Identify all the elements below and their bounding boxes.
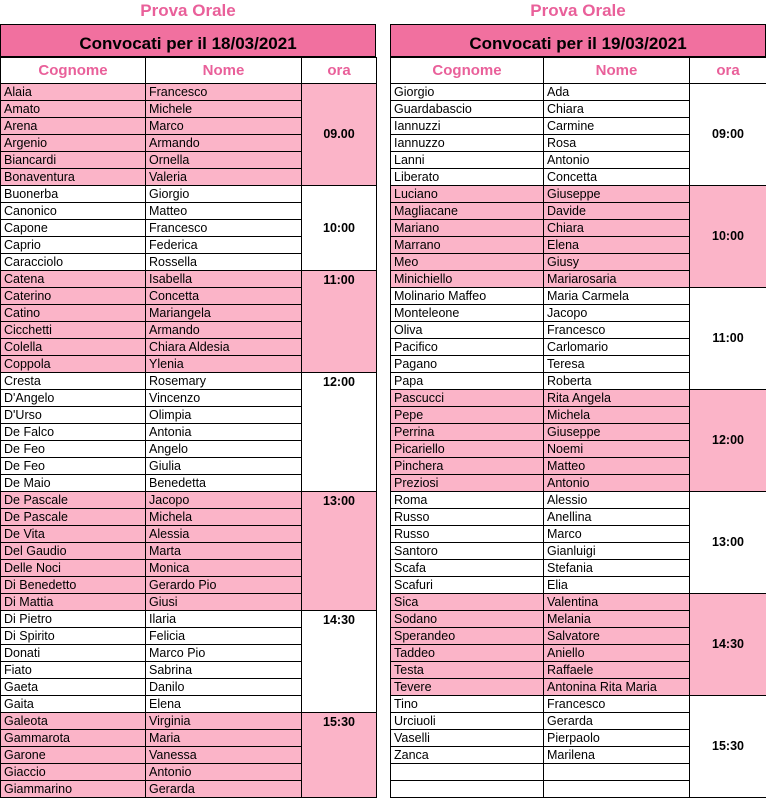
cell-nome: Matteo <box>146 203 302 220</box>
cell-nome: Alessio <box>544 492 690 509</box>
cell-cognome: Pepe <box>391 407 544 424</box>
table-row <box>1 611 377 628</box>
cell-cognome: Sica <box>391 594 544 611</box>
cell-nome: Rita Angela <box>544 390 690 407</box>
cell-ora: 11:00 <box>302 271 377 373</box>
cell-nome: Gianluigi <box>544 543 690 560</box>
panel-header-date: Convocati per il 19/03/2021 <box>390 24 766 57</box>
cell-cognome: Giorgio <box>391 84 544 101</box>
cell-cognome: Pascucci <box>391 390 544 407</box>
cell-cognome: Galeota <box>1 713 146 730</box>
cell-ora: 13:00 <box>690 492 766 594</box>
cell-cognome: De Pascale <box>1 509 146 526</box>
column-header-nome: Nome <box>146 58 302 84</box>
cell-cognome: Tino <box>391 696 544 713</box>
cell-nome: Salvatore <box>544 628 690 645</box>
cell-cognome: Donati <box>1 645 146 662</box>
cell-nome: Monica <box>146 560 302 577</box>
cell-nome: Antonio <box>544 152 690 169</box>
cell-ora: 14:30 <box>690 594 766 696</box>
cell-nome: Matteo <box>544 458 690 475</box>
table-row <box>391 492 766 509</box>
cell-cognome: De Feo <box>1 458 146 475</box>
cell-cognome: Coppola <box>1 356 146 373</box>
cell-nome: Alessia <box>146 526 302 543</box>
cell-nome: Elia <box>544 577 690 594</box>
cell-ora: 12:00 <box>690 390 766 492</box>
cell-nome: Concetta <box>146 288 302 305</box>
cell-nome: Ornella <box>146 152 302 169</box>
cell-ora: 13:00 <box>302 492 377 611</box>
table-row <box>1 186 377 203</box>
cell-cognome: Canonico <box>1 203 146 220</box>
cell-nome: Marilena <box>544 747 690 764</box>
cell-nome: Gerarda <box>544 713 690 730</box>
table-row <box>1 271 377 288</box>
cell-ora: 15:30 <box>302 713 377 798</box>
cell-nome: Angelo <box>146 441 302 458</box>
cell-nome: Rosemary <box>146 373 302 390</box>
cell-nome: Marco Pio <box>146 645 302 662</box>
cell-nome: Elena <box>544 237 690 254</box>
cell-nome: Ylenia <box>146 356 302 373</box>
cell-nome: Concetta <box>544 169 690 186</box>
cell-cognome: Capone <box>1 220 146 237</box>
cell-cognome: Catena <box>1 271 146 288</box>
cell-nome: Felicia <box>146 628 302 645</box>
cell-nome: Maria Carmela <box>544 288 690 305</box>
cell-nome: Mariangela <box>146 305 302 322</box>
cell-cognome: Gammarota <box>1 730 146 747</box>
cell-cognome: Di Spirito <box>1 628 146 645</box>
cell-cognome: Urciuoli <box>391 713 544 730</box>
cell-nome: Danilo <box>146 679 302 696</box>
panel-header-date: Convocati per il 18/03/2021 <box>0 24 376 57</box>
cell-cognome: Sperandeo <box>391 628 544 645</box>
cell-cognome: Marrano <box>391 237 544 254</box>
cell-cognome <box>391 764 544 781</box>
cell-nome: Francesco <box>146 84 302 101</box>
cell-nome: Michela <box>544 407 690 424</box>
cell-cognome: De Vita <box>1 526 146 543</box>
cell-cognome: Scafa <box>391 560 544 577</box>
cell-cognome: Scafuri <box>391 577 544 594</box>
cell-nome: Federica <box>146 237 302 254</box>
cell-cognome: Liberato <box>391 169 544 186</box>
cell-nome: Roberta <box>544 373 690 390</box>
cell-nome: Antonio <box>544 475 690 492</box>
cell-cognome: Gaeta <box>1 679 146 696</box>
cell-cognome: Papa <box>391 373 544 390</box>
cell-cognome: Zanca <box>391 747 544 764</box>
cell-cognome: Argenio <box>1 135 146 152</box>
table-row <box>1 84 377 101</box>
schedule-table <box>0 57 377 798</box>
cell-nome: Jacopo <box>146 492 302 509</box>
cell-nome <box>544 781 690 798</box>
table-row <box>391 390 766 407</box>
cell-cognome: Meo <box>391 254 544 271</box>
cell-nome: Ada <box>544 84 690 101</box>
cell-nome: Elena <box>146 696 302 713</box>
cell-cognome: Iannuzzo <box>391 135 544 152</box>
cell-nome: Francesco <box>544 696 690 713</box>
cell-nome: Mariarosaria <box>544 271 690 288</box>
column-header-ora: ora <box>690 58 766 84</box>
cell-cognome: Pagano <box>391 356 544 373</box>
cell-nome: Giusy <box>544 254 690 271</box>
cell-cognome: Lanni <box>391 152 544 169</box>
cell-cognome: Caprio <box>1 237 146 254</box>
cell-cognome: Minichiello <box>391 271 544 288</box>
cell-ora: 09:00 <box>690 84 766 186</box>
cell-nome: Isabella <box>146 271 302 288</box>
cell-nome: Maria <box>146 730 302 747</box>
cell-cognome: Fiato <box>1 662 146 679</box>
cell-ora: 11:00 <box>690 288 766 390</box>
cell-nome: Giulia <box>146 458 302 475</box>
cell-nome: Valeria <box>146 169 302 186</box>
cell-nome: Sabrina <box>146 662 302 679</box>
cell-cognome: Preziosi <box>391 475 544 492</box>
cell-nome: Giorgio <box>146 186 302 203</box>
cell-nome: Noemi <box>544 441 690 458</box>
schedule-table <box>390 57 766 798</box>
cell-cognome: Caracciolo <box>1 254 146 271</box>
table-row <box>391 288 766 305</box>
cell-cognome: Amato <box>1 101 146 118</box>
cell-cognome: Arena <box>1 118 146 135</box>
cell-nome: Carmine <box>544 118 690 135</box>
cell-cognome: Luciano <box>391 186 544 203</box>
cell-nome: Anellina <box>544 509 690 526</box>
cell-cognome: Colella <box>1 339 146 356</box>
cell-ora: 14:30 <box>302 611 377 713</box>
cell-cognome: Oliva <box>391 322 544 339</box>
cell-cognome <box>391 781 544 798</box>
cell-nome: Armando <box>146 135 302 152</box>
cell-nome: Ilaria <box>146 611 302 628</box>
cell-nome: Marco <box>544 526 690 543</box>
cell-cognome: De Pascale <box>1 492 146 509</box>
cell-cognome: Tevere <box>391 679 544 696</box>
cell-cognome: De Falco <box>1 424 146 441</box>
column-header-ora: ora <box>302 58 377 84</box>
panel-title: Prova Orale <box>140 1 236 20</box>
cell-cognome: Garone <box>1 747 146 764</box>
cell-cognome: Taddeo <box>391 645 544 662</box>
cell-cognome: Monteleone <box>391 305 544 322</box>
cell-nome: Olimpia <box>146 407 302 424</box>
cell-nome: Teresa <box>544 356 690 373</box>
panel-title: Prova Orale <box>530 1 626 20</box>
cell-cognome: Molinario Maffeo <box>391 288 544 305</box>
column-header-cognome: Cognome <box>1 58 146 84</box>
cell-cognome: Del Gaudio <box>1 543 146 560</box>
cell-nome: Gerarda <box>146 781 302 798</box>
cell-cognome: Bonaventura <box>1 169 146 186</box>
cell-cognome: De Feo <box>1 441 146 458</box>
cell-cognome: Giammarino <box>1 781 146 798</box>
cell-nome: Antonio <box>146 764 302 781</box>
cell-cognome: Iannuzzi <box>391 118 544 135</box>
cell-nome: Raffaele <box>544 662 690 679</box>
cell-cognome: Vaselli <box>391 730 544 747</box>
table-row <box>391 186 766 203</box>
column-header-cognome: Cognome <box>391 58 544 84</box>
cell-cognome: Mariano <box>391 220 544 237</box>
column-header-nome: Nome <box>544 58 690 84</box>
cell-cognome: Russo <box>391 526 544 543</box>
cell-nome: Aniello <box>544 645 690 662</box>
cell-nome: Carlomario <box>544 339 690 356</box>
cell-nome: Melania <box>544 611 690 628</box>
cell-nome: Chiara <box>544 101 690 118</box>
cell-cognome: Pacifico <box>391 339 544 356</box>
cell-cognome: D'Angelo <box>1 390 146 407</box>
cell-cognome: Perrina <box>391 424 544 441</box>
cell-cognome: Pinchera <box>391 458 544 475</box>
table-row <box>391 594 766 611</box>
cell-nome: Gerardo Pio <box>146 577 302 594</box>
cell-cognome: De Maio <box>1 475 146 492</box>
cell-cognome: Magliacane <box>391 203 544 220</box>
cell-nome <box>544 764 690 781</box>
cell-cognome: Di Mattia <box>1 594 146 611</box>
cell-cognome: Russo <box>391 509 544 526</box>
cell-cognome: Giaccio <box>1 764 146 781</box>
cell-ora: 15:30 <box>690 696 766 798</box>
cell-cognome: Sodano <box>391 611 544 628</box>
cell-cognome: Roma <box>391 492 544 509</box>
cell-nome: Valentina <box>544 594 690 611</box>
cell-cognome: Cicchetti <box>1 322 146 339</box>
cell-cognome: Di Pietro <box>1 611 146 628</box>
cell-nome: Rossella <box>146 254 302 271</box>
cell-cognome: Picariello <box>391 441 544 458</box>
table-row <box>391 696 766 713</box>
cell-cognome: Cresta <box>1 373 146 390</box>
cell-ora: 10:00 <box>302 186 377 271</box>
cell-nome: Antonina Rita Maria <box>544 679 690 696</box>
cell-cognome: Guardabascio <box>391 101 544 118</box>
cell-nome: Rosa <box>544 135 690 152</box>
cell-nome: Vincenzo <box>146 390 302 407</box>
cell-nome: Davide <box>544 203 690 220</box>
cell-nome: Giuseppe <box>544 186 690 203</box>
cell-nome: Antonia <box>146 424 302 441</box>
cell-nome: Michela <box>146 509 302 526</box>
cell-cognome: Caterino <box>1 288 146 305</box>
cell-nome: Giuseppe <box>544 424 690 441</box>
cell-nome: Francesco <box>146 220 302 237</box>
cell-nome: Armando <box>146 322 302 339</box>
cell-nome: Jacopo <box>544 305 690 322</box>
cell-nome: Giusi <box>146 594 302 611</box>
table-row <box>1 492 377 509</box>
cell-nome: Pierpaolo <box>544 730 690 747</box>
cell-cognome: Biancardi <box>1 152 146 169</box>
table-row <box>1 713 377 730</box>
cell-cognome: Testa <box>391 662 544 679</box>
cell-nome: Benedetta <box>146 475 302 492</box>
cell-ora: 12:00 <box>302 373 377 492</box>
cell-ora: 09.00 <box>302 84 377 186</box>
cell-cognome: Santoro <box>391 543 544 560</box>
cell-nome: Chiara Aldesia <box>146 339 302 356</box>
cell-nome: Chiara <box>544 220 690 237</box>
cell-cognome: Gaita <box>1 696 146 713</box>
table-row <box>391 84 766 101</box>
cell-nome: Virginia <box>146 713 302 730</box>
table-row <box>1 373 377 390</box>
cell-nome: Vanessa <box>146 747 302 764</box>
cell-cognome: Di Benedetto <box>1 577 146 594</box>
cell-cognome: Buonerba <box>1 186 146 203</box>
cell-nome: Marco <box>146 118 302 135</box>
cell-cognome: Catino <box>1 305 146 322</box>
cell-nome: Francesco <box>544 322 690 339</box>
cell-cognome: Delle Noci <box>1 560 146 577</box>
cell-cognome: Alaia <box>1 84 146 101</box>
cell-nome: Marta <box>146 543 302 560</box>
cell-ora: 10:00 <box>690 186 766 288</box>
cell-cognome: D'Urso <box>1 407 146 424</box>
cell-nome: Stefania <box>544 560 690 577</box>
cell-nome: Michele <box>146 101 302 118</box>
